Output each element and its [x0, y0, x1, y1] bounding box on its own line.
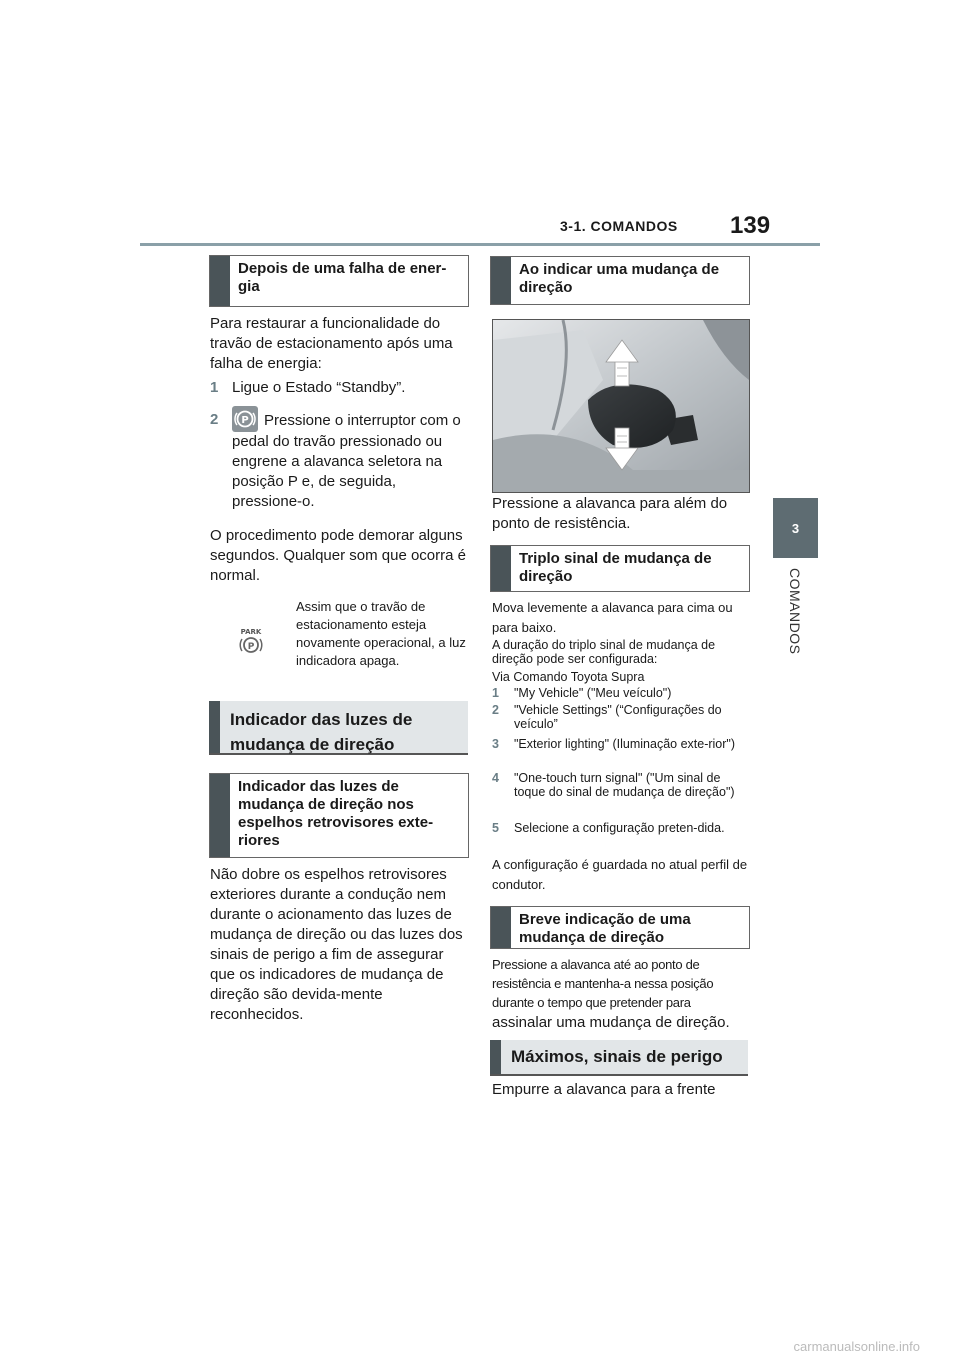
section-turn-indicator-title: Indicador das luzes de mudança de direção: [230, 710, 413, 754]
procedure-note: O procedimento pode demorar alguns segundos. Qualquer som que ocorra é normal.: [210, 527, 466, 584]
mirror-text: Não dobre os espelhos retrovisores exteriores durante a condução nem durante o acionamento das luzes de mudança de direção ou das luzes dos sinais de perigo a fim de assegurar que os indicadores de mudança de direção são devida-mente reconhecidos.: [210, 866, 463, 1023]
box-turn-signal: [490, 256, 750, 305]
svg-text:P: P: [247, 642, 255, 652]
turn-signal-lever-image: [492, 319, 750, 493]
box-power-failure-title: Depois de uma falha de ener-gia: [238, 260, 447, 295]
watermark: carmanualsonline.info: [793, 1339, 920, 1354]
page-number: 139: [730, 212, 771, 239]
right-step-3: 3 "Exterior lighting" (Iluminação exte-rior"): [492, 737, 736, 751]
box-brief-signal: [490, 906, 750, 949]
move-text: Mova levemente a alavanca para cima ou para baixo.: [492, 600, 733, 635]
section-title: 3-1. COMANDOS: [560, 218, 678, 234]
duration-text: A duração do triplo sinal de mudança de direção pode ser configurada:: [492, 638, 716, 666]
chapter-tab-number: 3: [773, 498, 818, 558]
right-step-5: 5 Selecione a configuração preten-dida.: [492, 821, 725, 835]
section-turn-indicator: [209, 701, 468, 755]
svg-text:P: P: [241, 415, 249, 426]
box-brief-signal-title: Breve indicação de uma mudança de direção: [519, 911, 691, 946]
box-mirror-indicator-title: Indicador das luzes de mudança de direção nos espelhos retrovisores exte-riores: [238, 778, 434, 849]
box-mirror-indicator: [209, 773, 469, 858]
push-text: Empurre a alavanca para a frente: [492, 1081, 716, 1098]
left-step-2: 2 P Pressione o interruptor com o pedal do travão pressionado ou engrene a alavanca seletora na posição P e, de seguida, pressione-o.: [210, 410, 468, 512]
right-step-1: 1 "My Vehicle" ("Meu veículo"): [492, 686, 672, 700]
via-text: Via Comando Toyota Supra: [492, 670, 645, 684]
box-triple-signal-title: Triplo sinal de mudança de direção: [519, 550, 712, 585]
box-triple-signal: [490, 545, 750, 592]
power-failure-intro: Para restaurar a funcionalidade do travão de estacionamento após uma falha de energia:: [210, 315, 453, 372]
park-icon-label: PARK: [240, 628, 262, 636]
brief-text-a: Pressione a alavanca até ao ponto de resistência e mantenha-a nessa posição durante o tempo que pretender para: [492, 957, 714, 1010]
park-note: Assim que o travão de estacionamento esteja novamente operacional, a luz indicadora apaga.: [296, 599, 466, 668]
saved-text: A configuração é guardada no atual perfil de condutor.: [492, 857, 748, 892]
section-high-beam: [490, 1040, 748, 1076]
chapter-tab-label: COMANDOS: [787, 568, 803, 655]
left-step-1: 1 Ligue o Estado “Standby”.: [210, 379, 406, 396]
box-power-failure: [209, 255, 469, 307]
press-text: Pressione a alavanca para além do ponto de resistência.: [492, 495, 728, 532]
park-brake-indicator-icon: [237, 626, 265, 654]
box-turn-signal-title: Ao indicar uma mudança de direção: [519, 261, 720, 296]
section-high-beam-title: Máximos, sinais de perigo: [511, 1047, 723, 1066]
parking-brake-icon: [232, 406, 258, 432]
right-step-2: 2 "Vehicle Settings" (“Configurações do veículo”: [492, 703, 722, 731]
header-rule: [140, 243, 820, 246]
brief-text-b: assinalar uma mudança de direção.: [492, 1014, 730, 1031]
right-step-4: 4 "One-touch turn signal" ("Um sinal de toque do sinal de mudança de direção"): [492, 771, 735, 799]
